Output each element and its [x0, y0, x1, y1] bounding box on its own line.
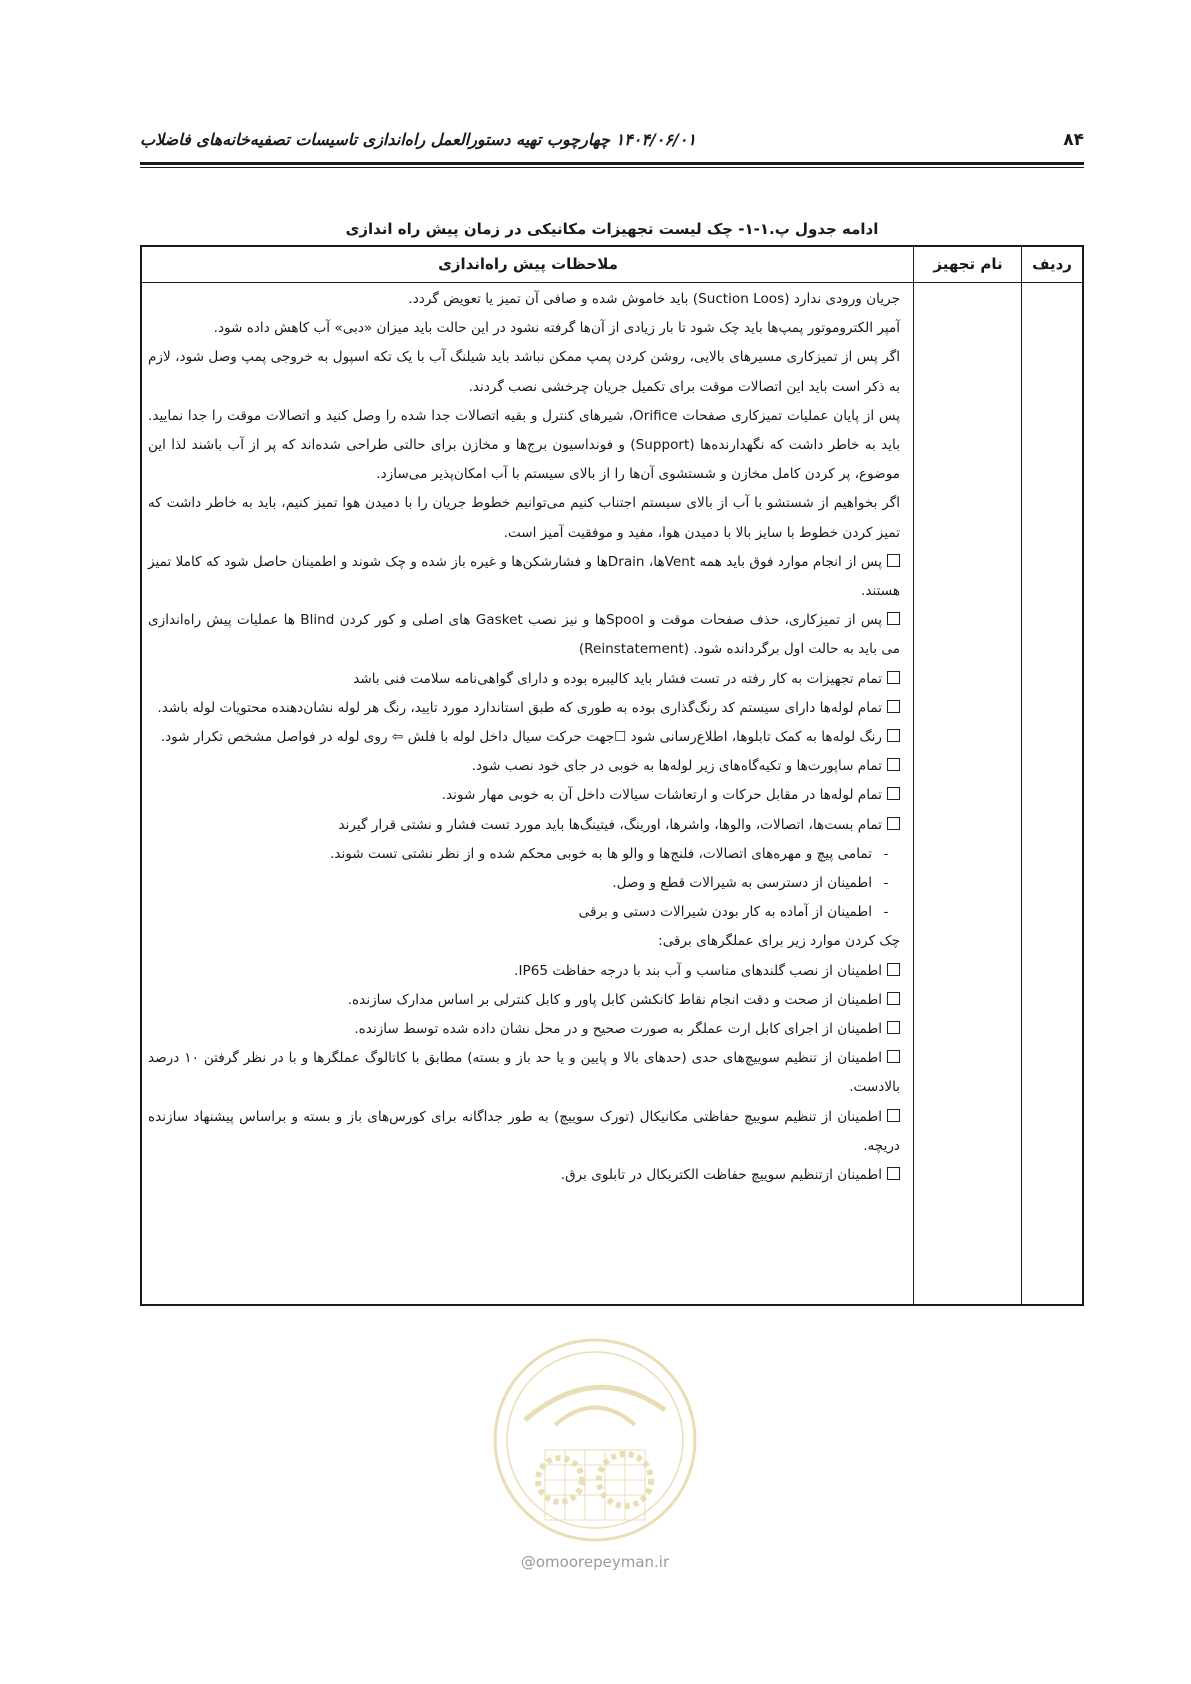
column-divider [913, 247, 914, 1304]
checklist-item-text: اطمینان از دسترسی به شیرالات قطع و وصل. [612, 875, 872, 892]
checklist-item [148, 723, 900, 752]
checklist-item-text: چک کردن موارد زیر برای عملگرهای برقی: [658, 933, 900, 950]
checklist-item-text: تمام لوله‌ها دارای سیستم کد رنگ‌گذاری بوده به طوری که طبق استاندارد مورد تایید، رنگ هر لوله نشان‌دهنده محتویات لوله باشد. [157, 699, 882, 716]
checklist-item [148, 1161, 900, 1190]
checklist-item-text: تمام بست‌ها، اتصالات، والوها، واشرها، اورینگ، فیتینگ‌ها باید مورد تست فشار و نشتی قرار گیرند [338, 816, 882, 833]
page-number: ۸۴ [1063, 130, 1084, 150]
header-equipment-name: نام تجهیز [933, 255, 1003, 273]
checkbox-icon[interactable] [887, 554, 900, 567]
dash-bullet: - [883, 875, 889, 892]
omoorepeyman-logo-watermark [485, 1330, 705, 1550]
checklist-item-text: اطمینان از صحت و دقت انجام نقاط کانکشن کابل پاور و کابل کنترلی بر اساس مدارک سازنده. [347, 991, 882, 1008]
checklist-item-text: تمام لوله‌ها در مقابل حرکات و ارتعاشات سیالات داخل آن به خوبی مهار شوند. [441, 787, 882, 804]
checklist-item [148, 548, 900, 606]
checklist-table [140, 245, 1084, 1306]
checklist-item [148, 752, 900, 781]
checklist-item [148, 927, 900, 956]
notes-cell [148, 285, 900, 1190]
checklist-item [148, 694, 900, 723]
header-title: ۱۴۰۴/۰۶/۰۱ چهارچوب تهیه دستورالعمل راه‌اندازی تاسیسات تصفیه‌خانه‌های فاضلاب [140, 130, 697, 149]
checkbox-icon[interactable] [887, 1109, 900, 1122]
checklist-item-text: اگر بخواهیم از شستشو با آب از بالای سیستم اجتناب کنیم می‌توانیم خطوط جریان را با دمیدن هوا تمیز کنیم، باید به خاطر داشت که تمیز کردن خطوط با سایز بالا با دمیدن هوا، مفید و موفقیت آمیز است. [148, 495, 900, 541]
checklist-item [148, 1015, 900, 1044]
checklist-item-text: اطمینان ازتنظیم سوییچ حفاظت الکتریکال در تابلوی برق. [560, 1167, 882, 1184]
header-rule-thick [140, 162, 1084, 165]
header-rule-thin [140, 167, 1084, 168]
checkbox-icon[interactable] [887, 1021, 900, 1034]
checklist-item [148, 811, 900, 840]
checklist-item-text: اطمینان از تنظیم سوییچ حفاظتی مکانیکال (تورک سوییچ) به طور جداگانه برای کورس‌های باز و بسته و براساس پیشنهاد سازنده دریچه. [148, 1108, 900, 1154]
checklist-item-text: پس از تمیزکاری، حذف صفحات موقت و Spoolها و نیز نصب Gasket های اصلی و کور کردن Blind ها عملیات پیش راه‌اندازی می باید به حالت اول برگردانده شود. (Reinstatement) [148, 612, 900, 658]
checklist-item-text: پس از پایان عملیات تمیزکاری صفحات Orifice، شیرهای کنترل و بقیه اتصالات جدا شده را وصل کنید و اتصالات موقت را جدا نمایید. باید به خاطر داشت که نگهدارنده‌ها (Support) و فونداسیون برج‌ها و مخازن برای حالتی طراحی شده‌اند که پر از آب باشند لذا این موضوع، پر کردن کامل مخازن و شستشوی آن‌ها را از بالای سیستم با آب امکان‌پذیر می‌سازد. [148, 407, 900, 483]
checklist-item-text: اطمینان از اجرای کابل ارت عملگر به صورت صحیح و در محل نشان داده شده توسط سازنده. [354, 1021, 882, 1038]
checklist-item [148, 898, 900, 927]
checkbox-icon[interactable] [887, 963, 900, 976]
checklist-item-text: تمام تجهیزات به کار رفته در تست فشار باید کالیبره بوده و دارای گواهی‌نامه سلامت فنی باشد [353, 670, 882, 687]
checklist-item-text: جریان ورودی ندارد (Suction Loos) باید خاموش شده و صافی آن تمیز یا تعویض گردد. [408, 291, 900, 307]
checklist-item [148, 1044, 900, 1102]
table-header-row [142, 247, 1082, 283]
checkbox-icon[interactable] [887, 787, 900, 800]
checklist-item [148, 840, 900, 869]
checkbox-icon[interactable] [887, 729, 900, 742]
page-header [140, 130, 1084, 154]
checklist-item-text: اگر پس از تمیزکاری مسیرهای بالایی، روشن کردن پمپ ممکن نباشد باید شیلنگ آب با یک تکه اسپول به خروجی پمپ وصل شود، لازم به ذکر است باید این اتصالات موقت برای تکمیل جریان چرخشی نصب گردند. [148, 349, 900, 395]
checklist-item [148, 665, 900, 694]
checklist-item-text: تمامی پیچ و مهره‌های اتصالات، فلنج‌ها و والو ها به خوبی محکم شده و از نظر نشتی تست شوند. [330, 845, 872, 862]
checklist-item [148, 957, 900, 986]
table-caption: ادامه جدول پ.۱-۱- چک لیست تجهیزات مکانیکی در زمان پیش راه اندازی [345, 220, 879, 238]
checklist-item [148, 1103, 900, 1161]
header-notes: ملاحظات پیش راه‌اندازی [438, 255, 618, 273]
checklist-item-text: اطمینان از تنظیم سوییچ‌های حدی (حدهای بالا و پایین و یا حد باز و بسته) مطابق با کاتالوگ عملگرها و با در نظر گرفتن ۱۰ درصد بالادست. [148, 1050, 900, 1096]
checklist-item-text: اطمینان از نصب گلندهای مناسب و آب بند با درجه حفاظت IP65. [514, 962, 882, 979]
checklist-item [148, 489, 900, 547]
checklist-item [148, 781, 900, 810]
checkbox-icon[interactable] [887, 758, 900, 771]
checkbox-icon[interactable] [887, 1167, 900, 1180]
checklist-item [148, 606, 900, 664]
dash-bullet: - [883, 845, 889, 862]
checkbox-icon[interactable] [887, 1050, 900, 1063]
checklist-item [148, 986, 900, 1015]
checklist-item [148, 285, 900, 314]
checklist-item-text: آمپر الکتروموتور پمپ‌ها باید چک شود تا بار زیادی از آن‌ها گرفته نشود در این حالت باید میزان «دبی» آب کاهش داده شود. [213, 320, 900, 337]
dash-bullet: - [883, 904, 889, 921]
checkbox-icon[interactable] [887, 612, 900, 625]
checklist-item-text: رنگ لوله‌ها به کمک تابلوها، اطلاع‌رسانی شود ☐جهت حرکت سیال داخل لوله با فلش ⇦ روی لوله در فواصل مشخص تکرار شود. [160, 729, 882, 746]
checkbox-icon[interactable] [887, 817, 900, 830]
checklist-item [148, 869, 900, 898]
checklist-item [148, 314, 900, 343]
checklist-item [148, 343, 900, 401]
checklist-item-text: تمام ساپورت‌ها و تکیه‌گاه‌های زیر لوله‌ها به خوبی در جای خود نصب شود. [471, 758, 882, 775]
checkbox-icon[interactable] [887, 671, 900, 684]
header-row-number: ردیف [1032, 255, 1072, 273]
checklist-item-text: اطمینان از آماده به کار بودن شیرالات دستی و برقی [578, 904, 872, 921]
checklist-item [148, 402, 900, 490]
website-watermark: @omoorepeyman.ir [520, 1553, 670, 1571]
checkbox-icon[interactable] [887, 992, 900, 1005]
checkbox-icon[interactable] [887, 700, 900, 713]
checklist-item-text: پس از انجام موارد فوق باید همه Ventها، Drainها و فشارشکن‌ها و غیره باز شده و چک شوند و اطمینان حاصل شود که کاملا تمیز هستند. [148, 553, 900, 600]
column-divider [1021, 247, 1022, 1304]
